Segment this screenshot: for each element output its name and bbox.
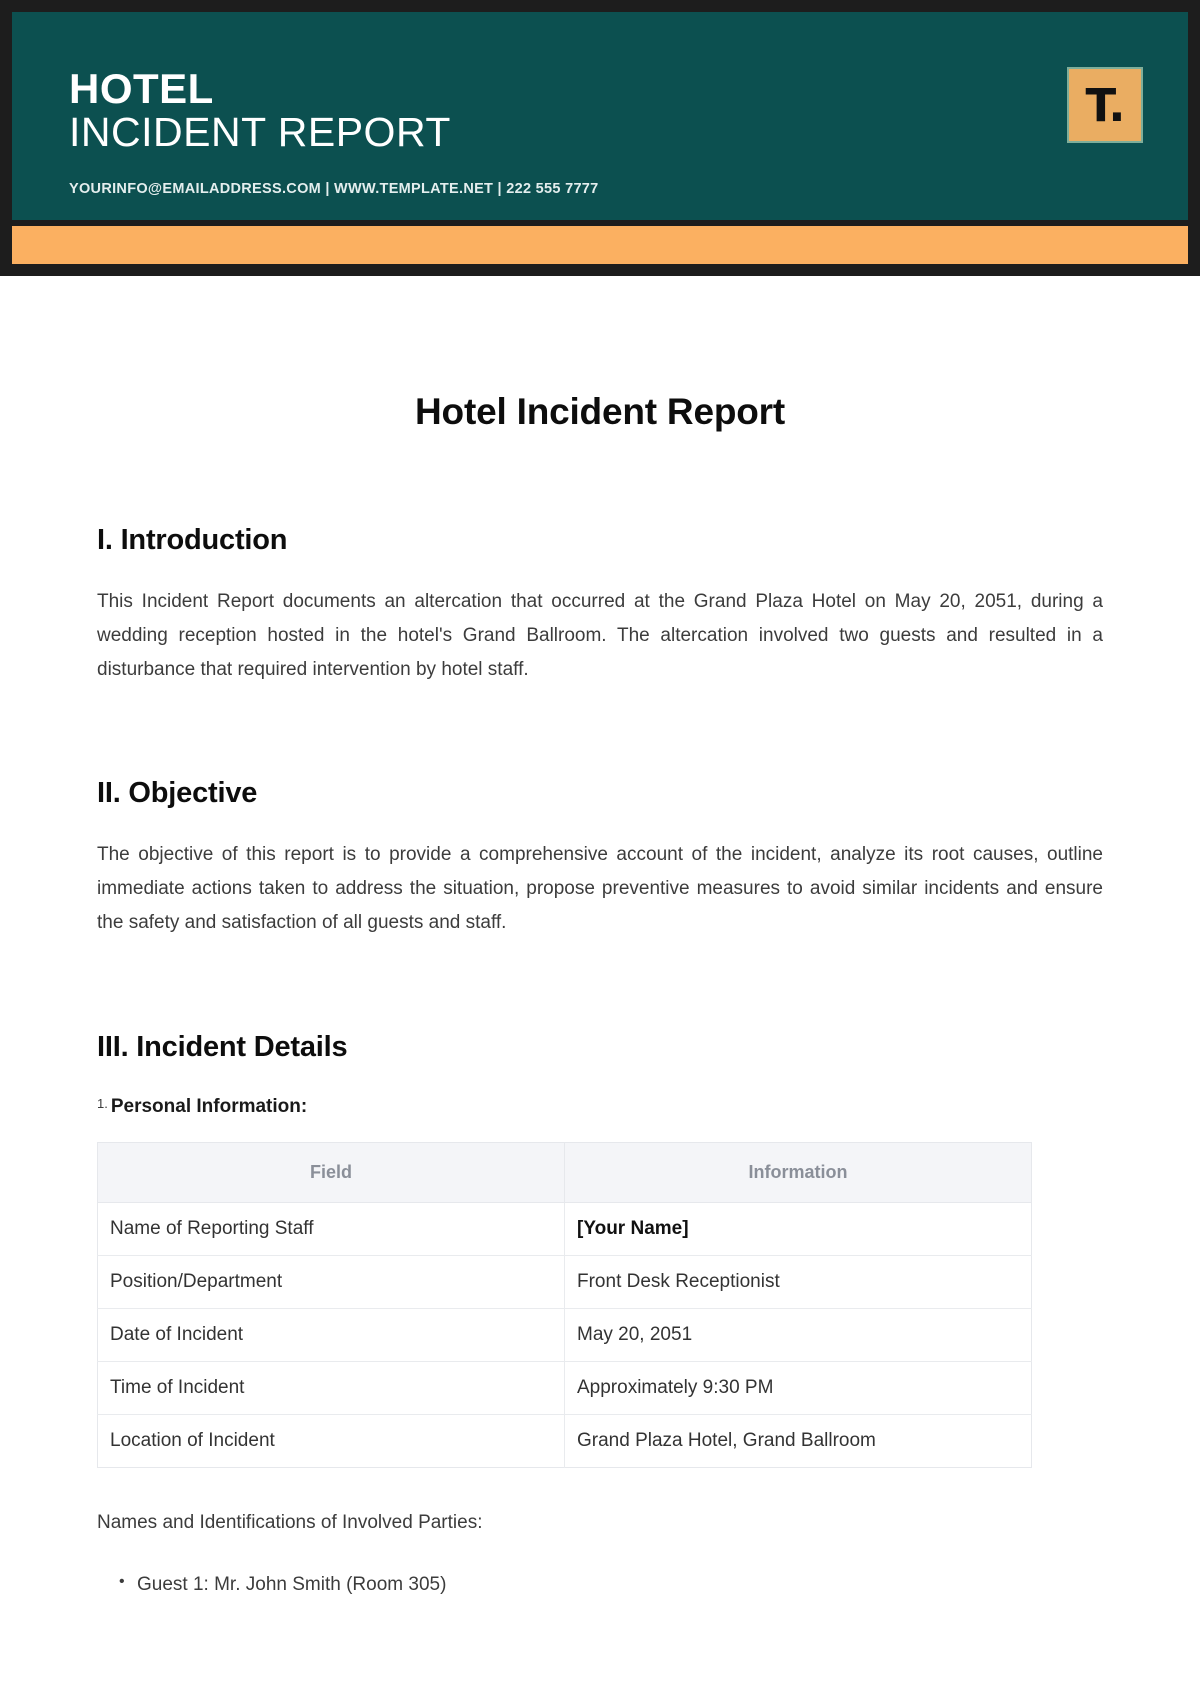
brand-logo-badge bbox=[1067, 67, 1143, 143]
involved-parties-label: Names and Identifications of Involved Parties: bbox=[97, 1511, 483, 1533]
brand-title-secondary: INCIDENT REPORT bbox=[69, 109, 451, 156]
brand-text bbox=[69, 64, 451, 156]
table-cell-information: [Your Name] bbox=[565, 1202, 1032, 1255]
document-content bbox=[0, 391, 1200, 1600]
table-row bbox=[98, 1414, 1032, 1467]
table-cell-field: Time of Incident bbox=[98, 1361, 565, 1414]
table-header-row bbox=[98, 1142, 1032, 1202]
accent-bar-frame bbox=[0, 220, 1200, 276]
table-cell-information: Front Desk Receptionist bbox=[565, 1255, 1032, 1308]
brand-title-primary: HOTEL bbox=[69, 65, 214, 112]
section-heading-objective: II. Objective bbox=[97, 777, 258, 810]
page-title: Hotel Incident Report bbox=[415, 391, 785, 432]
section-body-introduction: This Incident Report documents an altercation that occurred at the Grand Plaza Hotel on May 20, 2051, during a wedding reception hosted in the hotel's Grand Ballroom. The altercation involved two guests and resulted in a disturbance that required intervention by hotel staff. bbox=[97, 591, 1103, 680]
section-body-objective: The objective of this report is to provide a comprehensive account of the incident, analyze its root causes, outline immediate actions taken to address the situation, propose preventive measures to avoid similar incidents and ensure the safety and satisfaction of all guests and staff. bbox=[97, 844, 1103, 934]
table-row bbox=[98, 1255, 1032, 1308]
table-header-information: Information bbox=[565, 1142, 1032, 1202]
table-cell-field: Date of Incident bbox=[98, 1308, 565, 1361]
table-cell-information: May 20, 2051 bbox=[565, 1308, 1032, 1361]
section-heading-introduction: I. Introduction bbox=[97, 524, 288, 556]
involved-parties-list bbox=[97, 1570, 1103, 1600]
letterhead-band bbox=[12, 12, 1188, 220]
table-cell-field: Location of Incident bbox=[98, 1414, 565, 1467]
subitem-label: Personal Information: bbox=[110, 1095, 308, 1117]
brand-contact-line: YOURINFO@EMAILADDRESS.COM | WWW.TEMPLATE.NET | 222 555 7777 bbox=[69, 181, 599, 198]
template-net-logo-icon: T. bbox=[1085, 78, 1125, 132]
table-cell-information: Approximately 9:30 PM bbox=[565, 1361, 1032, 1414]
table-row bbox=[98, 1308, 1032, 1361]
list-item: • Guest 1: Mr. John Smith (Room 305) bbox=[119, 1570, 1103, 1600]
accent-bar bbox=[12, 226, 1188, 264]
table-body bbox=[98, 1202, 1032, 1467]
table-cell-information: Grand Plaza Hotel, Grand Ballroom bbox=[577, 1429, 876, 1451]
subitem-marker: 1. bbox=[97, 1095, 108, 1111]
section-heading-incident-details: III. Incident Details bbox=[97, 1030, 348, 1063]
table-row bbox=[98, 1202, 1032, 1255]
table-head bbox=[98, 1142, 1032, 1202]
personal-information-table bbox=[97, 1142, 1032, 1468]
letterhead-frame bbox=[0, 0, 1200, 220]
table-cell-field: Name of Reporting Staff bbox=[98, 1202, 565, 1255]
brand-block bbox=[69, 64, 1148, 156]
table-cell-field: Position/Department bbox=[98, 1255, 565, 1308]
table-header-field: Field bbox=[98, 1142, 565, 1202]
table-row bbox=[98, 1361, 1032, 1414]
subitem-personal-information bbox=[97, 1096, 1103, 1118]
